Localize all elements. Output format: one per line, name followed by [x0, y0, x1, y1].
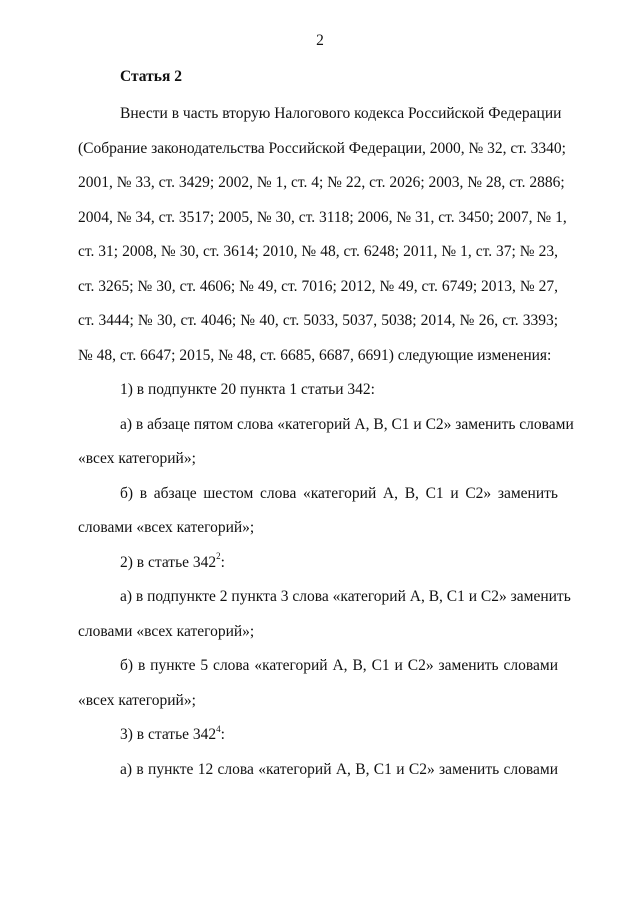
- item-2b-line: б) в пункте 5 слова «категорий A, B, C1 и C2» заменить словами: [120, 657, 558, 674]
- text-line: Внести в часть вторую Налогового кодекса Российской Федерации: [120, 105, 562, 122]
- item-3-heading: [78, 718, 558, 753]
- item-2a-line: а) в подпункте 2 пункта 3 слова «категорий A, B, C1 и C2» заменить: [120, 588, 571, 605]
- item-3-heading-colon: :: [220, 726, 225, 743]
- intro-paragraph: [78, 97, 567, 373]
- item-1a-line: «всех категорий»;: [78, 450, 196, 467]
- item-1b-line: б) в абзаце шестом слова «категорий A, B, C1 и C2» заменить: [120, 484, 558, 502]
- text-line: 2004, № 34, ст. 3517; 2005, № 30, ст. 3118; 2006, № 31, ст. 3450; 2007, № 1,: [78, 208, 567, 226]
- article-body: [78, 97, 574, 787]
- item-2-heading-colon: :: [220, 553, 225, 571]
- item-1-heading: 1) в подпункте 20 пункта 1 статьи 342:: [120, 381, 375, 398]
- item-2b-line: «всех категорий»;: [78, 691, 196, 709]
- text-line: № 48, ст. 6647; 2015, № 48, ст. 6685, 6687, 6691) следующие изменения:: [78, 346, 552, 364]
- item-2-heading: [78, 546, 558, 581]
- item-2-heading-text: 2) в статье 342: [120, 553, 217, 571]
- item-3-heading-text: 3) в статье 342: [120, 726, 217, 743]
- text-line: ст. 3265; № 30, ст. 4606; № 49, ст. 7016; 2012, № 49, ст. 6749; 2013, № 27,: [78, 277, 558, 295]
- item-1a-line: а) в абзаце пятом слова «категорий A, B, C1 и C2» заменить словами: [120, 415, 574, 433]
- item-3-heading-superscript: 4: [216, 723, 221, 734]
- item-2-heading-superscript: 2: [216, 551, 221, 562]
- item-1b-line: словами «всех категорий»;: [78, 519, 255, 536]
- article-title: Статья 2: [120, 68, 182, 85]
- text-line: (Собрание законодательства Российской Федерации, 2000, № 32, ст. 3340;: [78, 139, 566, 157]
- text-line: ст. 3444; № 30, ст. 4046; № 40, ст. 5033, 5037, 5038; 2014, № 26, ст. 3393;: [78, 312, 558, 329]
- page-number: 2: [316, 32, 324, 49]
- item-2a-line: словами «всех категорий»;: [78, 622, 255, 640]
- text-line: 2001, № 33, ст. 3429; 2002, № 1, ст. 4; № 22, ст. 2026; 2003, № 28, ст. 2886;: [78, 174, 565, 191]
- item-3a-line: а) в пункте 12 слова «категорий A, B, C1 и C2» заменить словами: [120, 760, 558, 778]
- text-line: ст. 31; 2008, № 30, ст. 3614; 2010, № 48, ст. 6248; 2011, № 1, ст. 37; № 23,: [78, 243, 558, 260]
